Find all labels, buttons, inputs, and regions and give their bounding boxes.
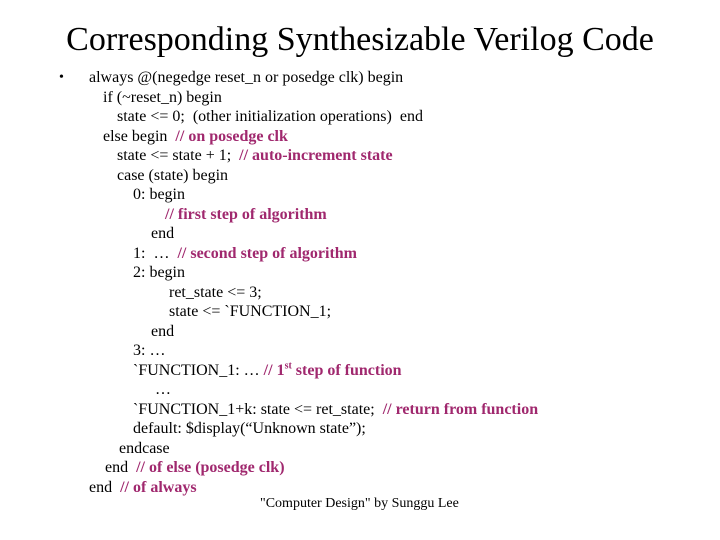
code-line-6: case (state) begin bbox=[117, 167, 229, 184]
code-comment: step of function bbox=[291, 362, 402, 379]
code-line-19: default: $display(“Unknown state”); bbox=[133, 420, 366, 437]
code-line-17: … bbox=[155, 381, 171, 398]
code-comment: // second step of algorithm bbox=[177, 245, 357, 262]
code-comment: // on posedge clk bbox=[175, 128, 288, 145]
code-line-11: 2: begin bbox=[133, 264, 185, 281]
code-line-7: 0: begin bbox=[133, 186, 185, 203]
code-line-9: end bbox=[151, 225, 175, 242]
code-line-22: end // of always bbox=[89, 479, 197, 496]
code-line-12: ret_state <= 3; bbox=[169, 284, 262, 301]
ordinal-superscript: st bbox=[284, 360, 292, 372]
code-line-2: if (~reset_n) begin bbox=[103, 89, 222, 106]
code-line-5: state <= state + 1; // auto-increment state bbox=[117, 147, 393, 164]
code-comment: // first step of algorithm bbox=[165, 206, 327, 223]
code-comment: // of always bbox=[120, 479, 197, 496]
code-line-4: else begin // on posedge clk bbox=[103, 128, 288, 145]
code-line-14: end bbox=[151, 323, 175, 340]
bullet-marker: • bbox=[59, 70, 64, 85]
code-line-21: end // of else (posedge clk) bbox=[105, 459, 285, 476]
code-line-18: `FUNCTION_1+k: state <= ret_state; // return from function bbox=[133, 401, 539, 418]
code-line-3: state <= 0; (other initialization operations) end bbox=[117, 108, 423, 125]
code-line-13: state <= `FUNCTION_1; bbox=[169, 303, 332, 320]
page-title: Corresponding Synthesizable Verilog Code bbox=[66, 21, 654, 58]
code-line-8 bbox=[165, 205, 327, 225]
code-line-10: 1: … // second step of algorithm bbox=[133, 245, 357, 262]
footer-credit: "Computer Design" by Sunggu Lee bbox=[260, 496, 459, 511]
code-comment: // auto-increment state bbox=[239, 147, 393, 164]
code-line-20: endcase bbox=[119, 440, 170, 457]
code-line-16: `FUNCTION_1: … // 1st step of function bbox=[133, 360, 402, 379]
code-comment: // 1 bbox=[263, 362, 285, 379]
code-line-1: always @(negedge reset_n or posedge clk) begin bbox=[89, 69, 404, 86]
code-comment: // return from function bbox=[382, 401, 539, 418]
code-comment: // of else (posedge clk) bbox=[136, 459, 285, 476]
code-line-15: 3: … bbox=[133, 342, 166, 359]
